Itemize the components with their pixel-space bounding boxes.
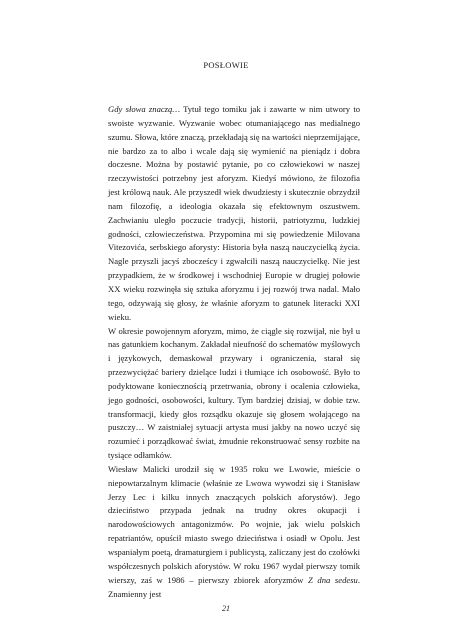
paragraph	[108, 325, 360, 463]
page-title: POSŁOWIE	[203, 60, 249, 70]
paragraph-text: W okresie powojennym aforyzm, mimo, że ciągle się rozwijał, nie był u nas gatunkiem kochanym. Zakładał nieufność do schematów myślowych i językowych, demaskował przywary i ograniczenia, starał się przezwyciężać bariery dzielące ludzi i tłumiące ich osobowość. Było to podyktowane koniecznością przetrwania, obrony i ocalenia człowieka, jego godności, osobowości, kultury. Tym bardziej dzisiaj, w dobie tzw. transformacji, kiedy głos rozsądku okazuje się głosem wołającego na puszczy… W zaistniałej sytuacji artysta musi jakby na nowo uczyć się rozumieć i porządkować świat, żmudnie rekonstruować sensy rozbite na tysiące odłamków.	[108, 325, 360, 461]
intro-italic: Gdy słowa znaczą…	[108, 104, 180, 114]
paragraph-text: Tytuł tego tomiku jak i zawarte w nim utwory to swoiste wyzwanie. Wyzwanie wobec otumaniającego nas medialnego szumu. Słowa, które znaczą, przekładają się na wartości nieprzemijające, nie bardzo za to albo i wcale dają się wymienić na pieniądz i dobra doczesne. Można by postawić pytanie, po co człowiekowi w naszej rzeczywistości potrzebny jest aforyzm. Kiedyś mówiono, że filozofia jest królową nauk. Ale przyszedł wiek dwudziesty i skutecznie obrzydził nam filozofię, a ideologia okazała się efektownym oszustwem. Zachwianiu uległo poczucie tradycji, historii, patriotyzmu, ludzkiej godności, człowieczeństwa. Przypomina mi się powiedzenie Milovana Vitezovića, serbskiego aforysty: Historia była naszą nauczycielką życia. Nagle przyszli jacyś zbocześcy i zgwałcili naszą nauczycielkę. Nie jest przypadkiem, że w środkowej i wschodniej Europie w drugiej połowie XX wieku rozwinęła się sztuka aforyzmu i jej rozwój trwa nadal. Mało tego, odzywają się głosy, że właśnie aforyzm to gatunek literacki XXI wieku.	[108, 104, 360, 322]
paragraph-text: Wiesław Malicki urodził się w 1935 roku we Lwowie, mieście o niepowtarzalnym klimacie (właśnie ze Lwowa wywodzi się i Stanisław Jerzy Lec i kilku innych znaczących polskich aforystów). Jego dzieciństwo przypada jednak na trudny okres okupacji i narodowościowych antagonizmów. Po wojnie, jak wielu polskich repatriantów, opuścił miasto swego dzieciństwa i osiadł w Opolu. Jest wspaniałym poetą, dramaturgiem i publicystą, zaliczany jest do czołówki współczesnych polskich aforystów. W roku 1967 wydał pierwszy tomik wierszy, zaś w 1986 – pierwszy zbiorek aforyzmów	[108, 463, 360, 585]
paragraph	[108, 103, 360, 325]
book-title-italic: Z dna sedesu	[307, 574, 358, 585]
body-text	[108, 103, 360, 601]
paragraph-tail: . Znamienny jest	[108, 574, 360, 599]
paragraph	[108, 463, 360, 601]
page-number: 21	[222, 604, 230, 613]
